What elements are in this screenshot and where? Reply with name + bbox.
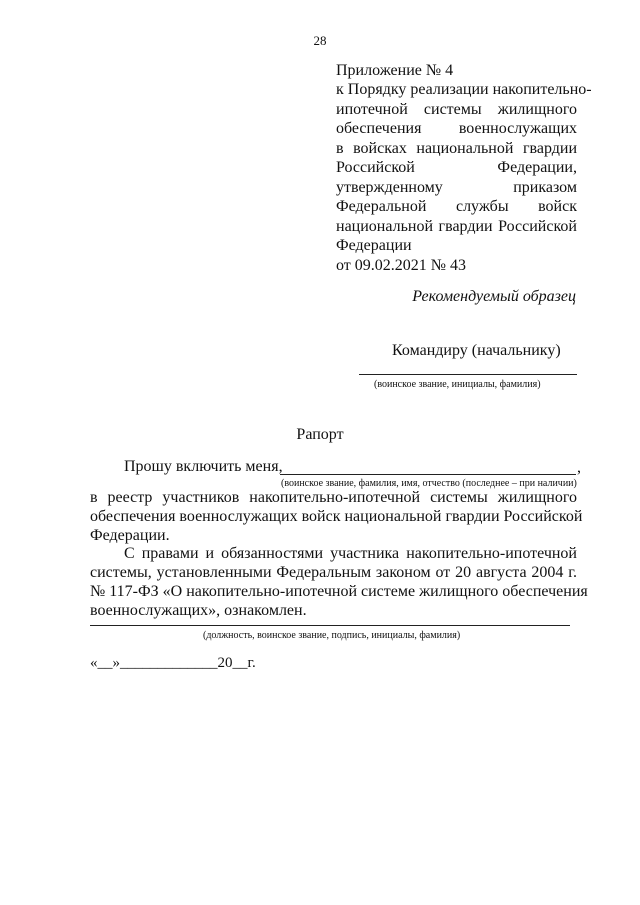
appendix-line: обеспечения военнослужащих (336, 120, 577, 137)
appendix-line: Федеральной службы войск (336, 198, 577, 215)
paragraph1-line: в реестр участников накопительно-ипотечной системы жилищного (90, 489, 577, 506)
appendix-body (336, 80, 592, 275)
appendix-line: национальной гвардии Российской (336, 217, 577, 235)
request-suffix: , (577, 459, 581, 476)
appendix-line: от 09.02.2021 № 43 (336, 256, 467, 274)
paragraph2-line: военнослужащих», ознакомлен. (90, 602, 307, 619)
date-line: «__»_____________20__г. (90, 655, 256, 671)
paragraph2-line: № 117-ФЗ «О накопительно-ипотечной системе жилищного обеспечения (90, 583, 588, 600)
paragraph2-line: С правами и обязанностями участника накопительно-ипотечной (124, 545, 577, 562)
paragraph2-line: системы, установленными Федеральным законом от 20 августа 2004 г. (90, 564, 577, 581)
page-number: 28 (313, 33, 327, 48)
appendix-title: Приложение № 4 (336, 62, 454, 79)
sample-label: Рекомендуемый образец (412, 288, 576, 305)
addressee-underline (359, 374, 577, 375)
appendix-line: в войсках национальной гвардии (336, 139, 577, 157)
addressee-text: Командиру (начальнику) (392, 342, 561, 359)
paragraph1-line: Федерации. (90, 527, 170, 544)
signature-caption: (должность, воинское звание, подпись, инициалы, фамилия) (203, 630, 461, 641)
paragraph1-line: обеспечения военнослужащих войск национальной гвардии Российской (90, 508, 583, 525)
addressee-caption: (воинское звание, инициалы, фамилия) (374, 379, 541, 390)
appendix-line: утвержденному приказом (336, 178, 577, 196)
appendix-line: Федерации (336, 237, 412, 254)
request-prefix: Прошу включить меня, (124, 458, 283, 475)
signature-underline (90, 625, 570, 626)
appendix-line: к Порядку реализации накопительно- (336, 81, 592, 98)
appendix-line: ипотечной системы жилищного (336, 100, 577, 118)
appendix-line: Российской Федерации, (336, 159, 577, 176)
request-underline (280, 474, 576, 475)
report-title: Рапорт (296, 426, 344, 443)
request-caption: (воинское звание, фамилия, имя, отчество (последнее – при наличии) (281, 478, 577, 489)
